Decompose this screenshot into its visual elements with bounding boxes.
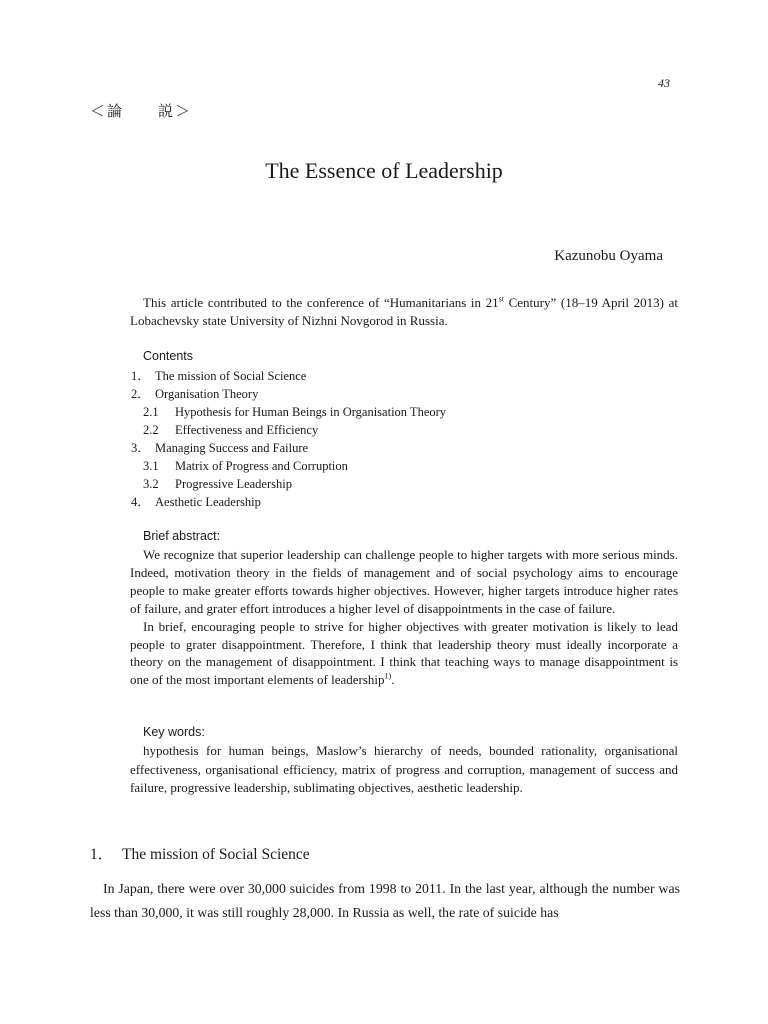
article-title: The Essence of Leadership xyxy=(265,158,503,183)
toc-item-number: 2.1 xyxy=(143,405,159,419)
toc-item-label: Organisation Theory xyxy=(155,387,259,401)
toc-item xyxy=(131,493,446,511)
abstract-paragraph-end: . xyxy=(391,672,395,688)
toc-item xyxy=(131,403,446,421)
toc-item-label: The mission of Social Science xyxy=(155,369,307,383)
abstract-body xyxy=(130,546,678,689)
toc-item xyxy=(131,475,446,493)
author-name: Kazunobu Oyama xyxy=(554,248,663,264)
toc-item-number: 3.2 xyxy=(143,477,159,491)
page-number: 43 xyxy=(658,76,670,90)
toc-item xyxy=(131,421,446,439)
toc-item-number: 3.1 xyxy=(143,459,159,473)
toc-item-label: Progressive Leadership xyxy=(175,477,292,491)
keywords-heading: Key words: xyxy=(143,725,205,739)
section-title: The mission of Social Science xyxy=(122,846,310,863)
toc-item-number: 3． xyxy=(131,441,150,455)
footnote-marker: 1) xyxy=(384,672,392,682)
intro-text-before: This article contributed to the conference of “Humanitarians in 21 xyxy=(143,295,499,310)
toc-item-label: Managing Success and Failure xyxy=(155,441,309,455)
contents-heading: Contents xyxy=(143,349,194,363)
section-heading xyxy=(90,842,310,864)
section-number: 1． xyxy=(90,846,114,863)
toc-item xyxy=(131,457,446,475)
toc-item xyxy=(131,385,446,403)
toc-item xyxy=(131,439,446,457)
intro-superscript: st xyxy=(498,294,504,304)
abstract-paragraph: We recognize that superior leadership can challenge people to higher targets with more serious minds. Indeed, motivation theory in the fields of management and of social psychology aims to encourage people to make greater efforts towards higher objectives. However, higher targets introduce higher rates of failure, and grater effort introduces a higher level of disappointments in the case of failure. xyxy=(130,547,678,616)
toc-item-number: 4． xyxy=(131,495,150,509)
abstract-paragraph xyxy=(130,618,678,690)
toc-item xyxy=(131,367,446,385)
toc-item-number: 1． xyxy=(131,369,150,383)
toc-item-number: 2． xyxy=(131,387,150,401)
body-paragraph: In Japan, there were over 30,000 suicides from 1998 to 2011. In the last year, although the number was less than 30,000, it was still roughly 28,000. In Russia as well, the rate of suicide has xyxy=(90,881,680,920)
intro-text-after: Century” (18–19 April 2013) at Lobachevsky state University of Nizhni Novgorod in Russia. xyxy=(130,295,678,328)
body-text xyxy=(90,877,680,925)
keywords-text: hypothesis for human beings, Maslow’s hierarchy of needs, bounded rationality, organisational effectiveness, organisational efficiency, matrix of progress and corruption, management of success and failure, progressive leadership, sublimating objectives, aesthetic leadership. xyxy=(130,743,678,795)
section-tag: ＜論 説＞ xyxy=(90,102,193,120)
toc-item-label: Matrix of Progress and Corruption xyxy=(175,459,348,473)
toc-item-label: Aesthetic Leadership xyxy=(155,495,261,509)
toc-item-number: 2.2 xyxy=(143,423,159,437)
intro-note xyxy=(130,294,678,330)
toc-item-label: Hypothesis for Human Beings in Organisation Theory xyxy=(175,405,447,419)
toc-item-label: Effectiveness and Efficiency xyxy=(175,423,319,437)
table-of-contents xyxy=(131,367,446,511)
abstract-heading: Brief abstract: xyxy=(143,529,221,543)
keywords-body xyxy=(130,742,678,798)
abstract-paragraph-text: In brief, encouraging people to strive for higher objectives with greater motivation is likely to lead people to grater disappointment. Therefore, I think that leadership theory must ideally incorporate a theory on the management of disappointment. I think that teaching ways to manage disappointment is one of the most important elements of leadership xyxy=(130,618,678,688)
